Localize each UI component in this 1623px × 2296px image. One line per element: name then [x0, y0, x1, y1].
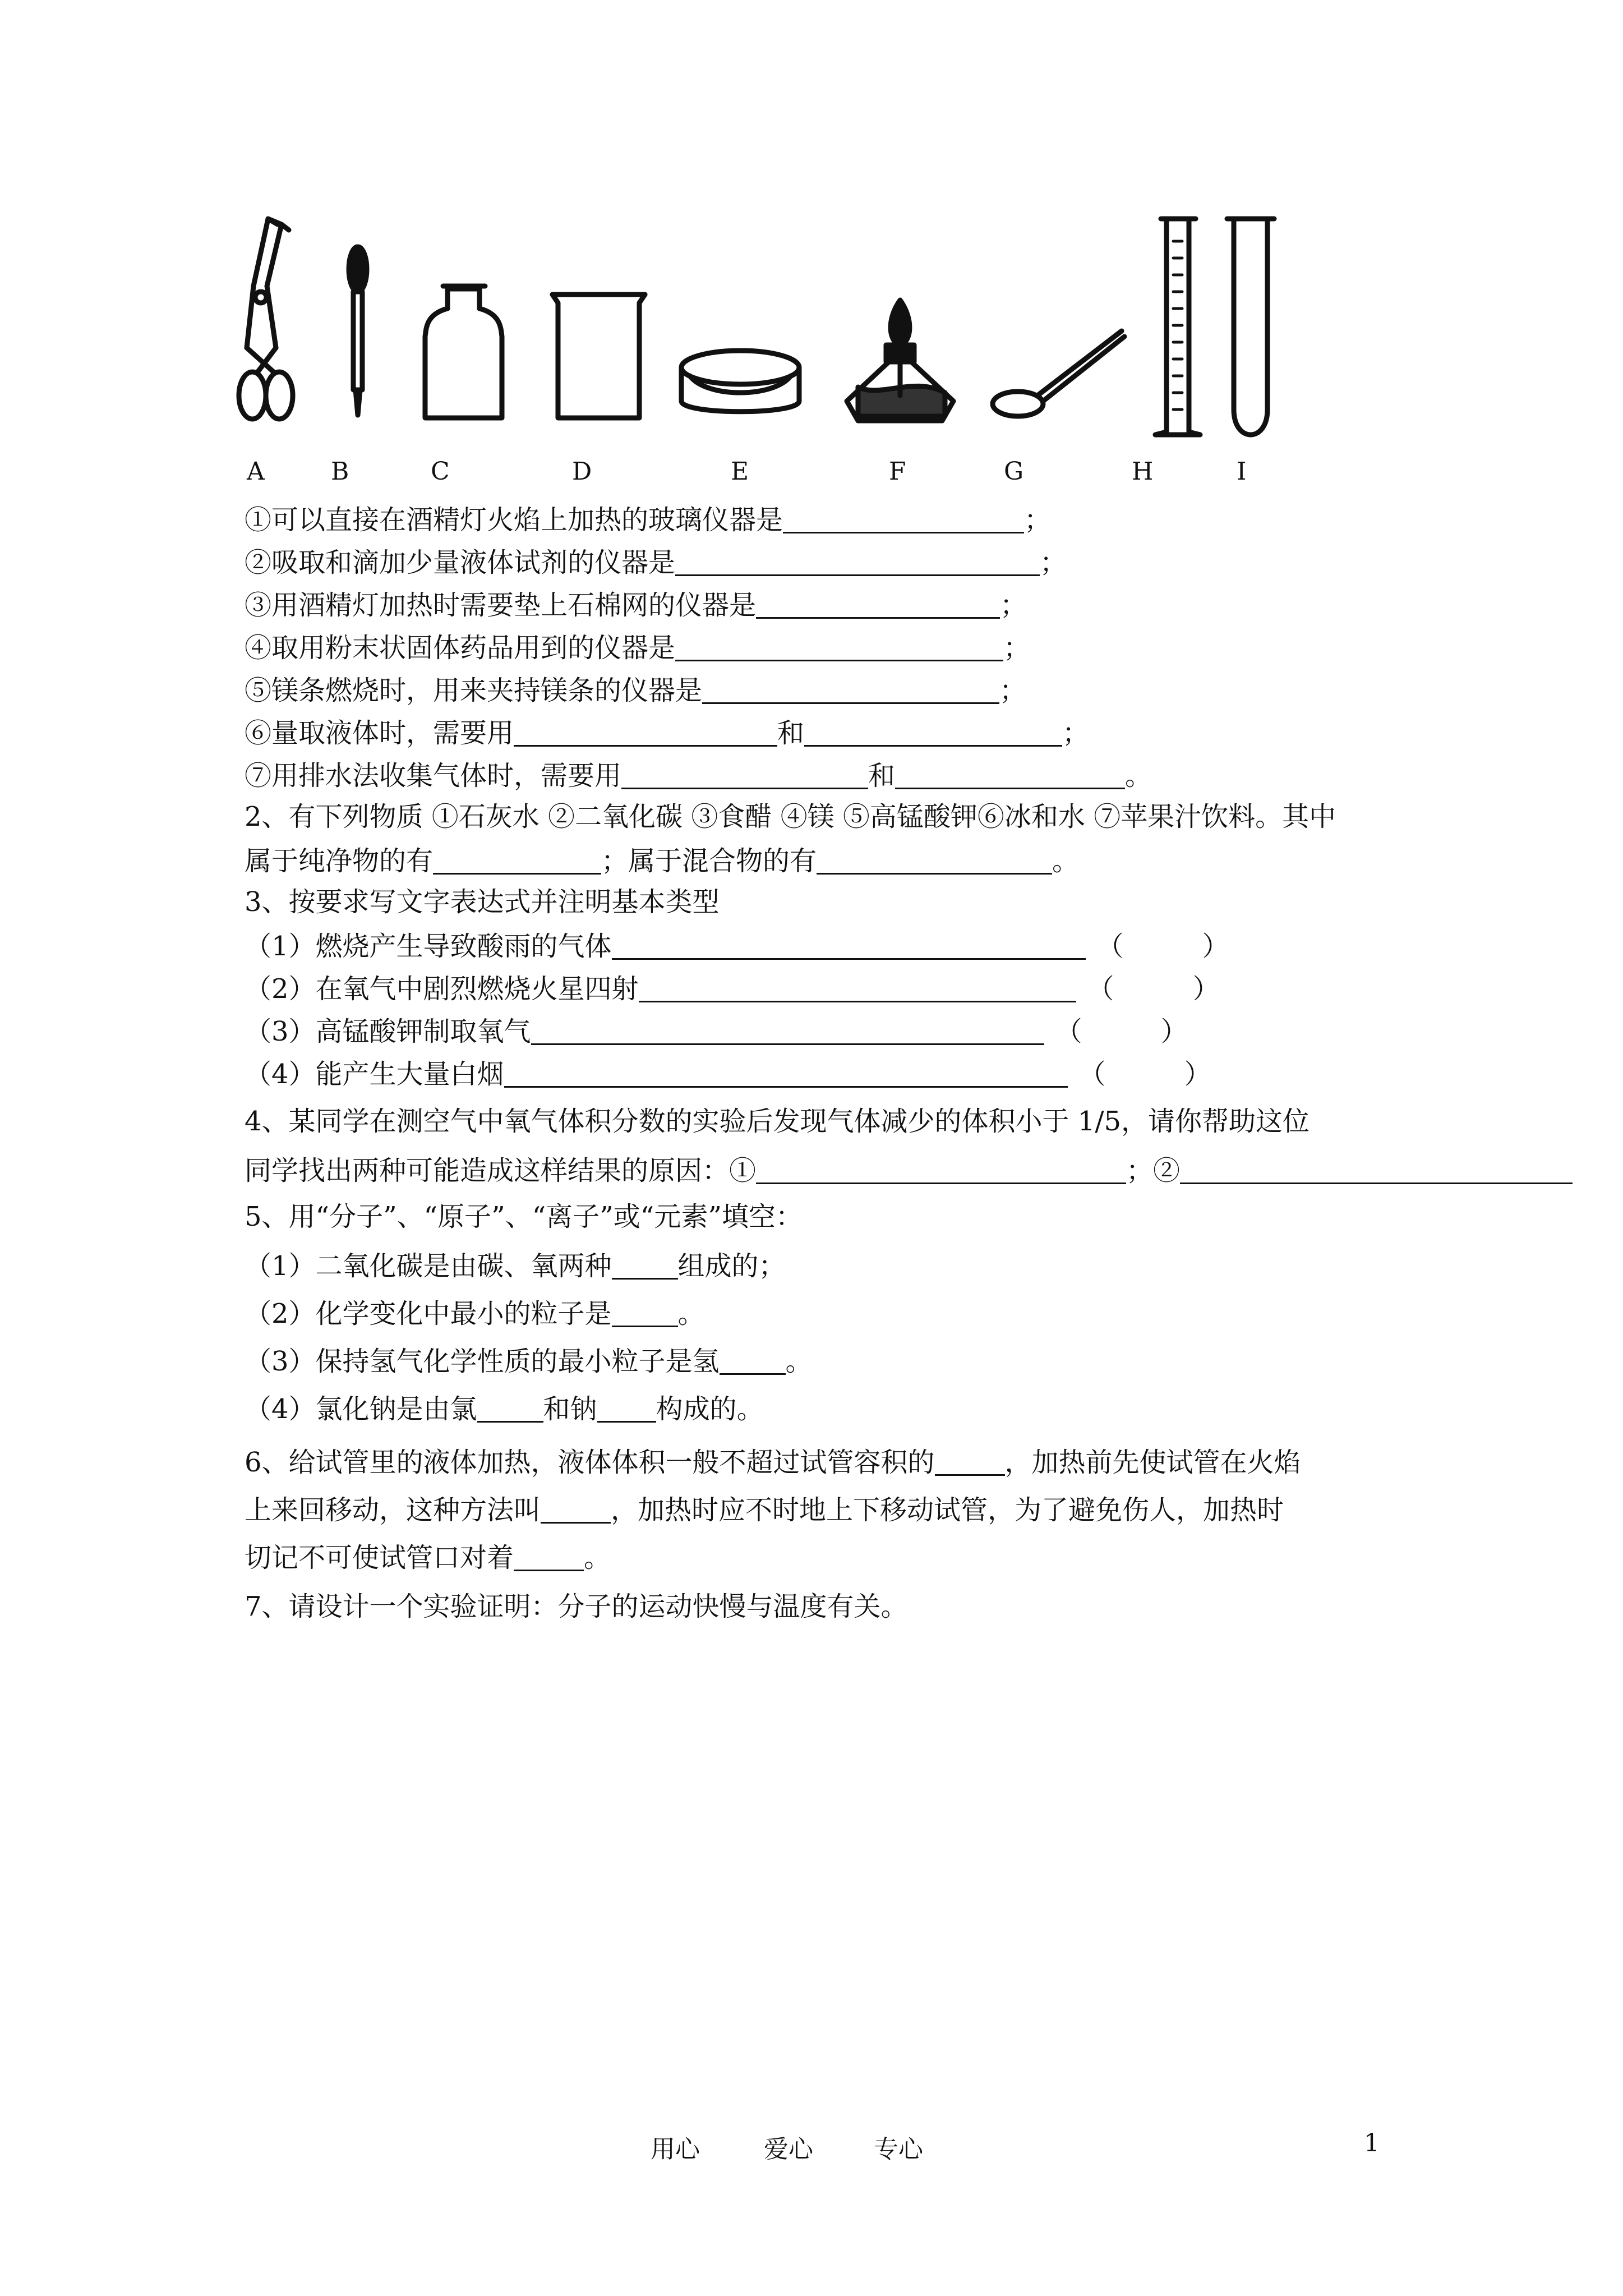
answer-blank[interactable]: [639, 974, 1076, 1002]
q2-line-1: 2、有下列物质 ①石灰水 ②二氧化碳 ③食醋 ④镁 ⑤高锰酸钾⑥冰和水 ⑦苹果汁饮料。其中: [245, 801, 1336, 832]
apparatus-label: D: [572, 457, 592, 486]
q1-item-6: ⑥量取液体时，需要用 和 ；: [245, 717, 1090, 749]
q1-item-1: ①可以直接在酒精灯火焰上加热的玻璃仪器是 ；: [245, 504, 1052, 536]
answer-blank[interactable]: [514, 718, 777, 747]
q3-item-2: （2）在氧气中剧烈燃烧火星四射 （ ）: [245, 973, 1220, 1005]
answer-blank[interactable]: [702, 675, 999, 704]
q6-line-1: 6、给试管里的液体加热，液体体积一般不超过试管容积的 ，加热前先使试管在火焰: [245, 1447, 1301, 1478]
q1-item-7: ⑦用排水法收集气体时，需要用 和 。: [245, 760, 1152, 792]
evaporating-dish-icon: [681, 351, 799, 412]
apparatus-label: C: [431, 457, 450, 486]
answer-blank[interactable]: [612, 931, 1086, 960]
alcohol-lamp-icon: [847, 300, 953, 421]
apparatus-label: F: [889, 457, 906, 486]
apparatus-label: A: [247, 457, 265, 486]
q6-line-2: 上来回移动，这种方法叫 ，加热时应不时地上下移动试管，为了避免伤人，加热时: [245, 1494, 1284, 1526]
graduated-cylinder-icon: [1155, 219, 1200, 435]
q3-item-3: （3）高锰酸钾制取氧气 （ ）: [245, 1016, 1188, 1047]
q6-line-3: 切记不可使试管口对着 。: [245, 1542, 611, 1573]
beaker-icon: [552, 295, 645, 418]
answer-blank[interactable]: [756, 1156, 1126, 1184]
answer-blank[interactable]: [895, 761, 1125, 789]
apparatus-label: I: [1237, 457, 1247, 486]
crucible-tongs-icon: [239, 219, 293, 419]
apparatus-label: G: [1004, 457, 1024, 486]
q3-title: 3、按要求写文字表达式并注明基本类型: [245, 886, 720, 918]
q1-item-5: ⑤镁条燃烧时，用来夹持镁条的仪器是 ；: [245, 675, 1027, 706]
answer-blank[interactable]: [783, 505, 1024, 533]
q3-item-1: （1）燃烧产生导致酸雨的气体 （ ）: [245, 931, 1229, 962]
test-tube-icon: [1227, 219, 1274, 435]
dropper-icon: [349, 247, 367, 415]
q5-item-3: （3）保持氢气化学性质的最小粒子是氢 。: [245, 1346, 813, 1377]
footer-slogan-1: 用心: [651, 2135, 700, 2164]
apparatus-letters: [0, 457, 1623, 491]
apparatus-label: B: [331, 457, 349, 486]
answer-blank[interactable]: [804, 718, 1062, 747]
apparatus-label: H: [1132, 457, 1154, 486]
q5-item-2: （2）化学变化中最小的粒子是 。: [245, 1298, 705, 1329]
q4-line-2: 同学找出两种可能造成这样结果的原因：① ；②: [245, 1156, 1573, 1184]
q1-item-3: ③用酒精灯加热时需要垫上石棉网的仪器是 ；: [245, 590, 1027, 621]
answer-blank[interactable]: [433, 846, 601, 875]
q5-item-4: （4）氯化钠是由氯 和钠 构成的。: [245, 1393, 764, 1425]
answer-blank[interactable]: [477, 1394, 543, 1423]
answer-blank[interactable]: [504, 1059, 1068, 1088]
q5-title: 5、用“分子”、“原子”、“离子”或“元素”填空：: [245, 1201, 803, 1232]
answer-blank[interactable]: [720, 1346, 786, 1375]
medicine-spoon-icon: [993, 331, 1124, 416]
q1-item-4: ④取用粉末状固体药品用到的仪器是 ；: [245, 632, 1031, 664]
answer-blank[interactable]: [1180, 1156, 1573, 1184]
lab-apparatus-illustration: [236, 208, 1301, 443]
apparatus-label: E: [731, 457, 749, 486]
q5-item-1: （1）二氧化碳是由碳、氧两种 组成的；: [245, 1250, 786, 1282]
q4-line-1: 4、某同学在测空气中氧气体积分数的实验后发现气体减少的体积小于 1/5，请你帮助这位: [245, 1106, 1310, 1137]
q1-item-2: ②吸取和滴加少量液体试剂的仪器是 ；: [245, 547, 1067, 578]
answer-blank[interactable]: [817, 846, 1052, 875]
page-number: 1: [1364, 2129, 1380, 2157]
answer-blank[interactable]: [514, 1543, 584, 1571]
answer-blank[interactable]: [621, 761, 868, 789]
q7-prompt: 7、请设计一个实验证明：分子的运动快慢与温度有关。: [245, 1591, 908, 1622]
answer-blank[interactable]: [612, 1251, 678, 1280]
answer-blank[interactable]: [597, 1394, 656, 1423]
answer-blank[interactable]: [935, 1447, 1005, 1476]
answer-blank[interactable]: [675, 633, 1003, 661]
answer-blank[interactable]: [541, 1495, 611, 1524]
footer-slogan-3: 专心: [874, 2135, 923, 2164]
answer-blank[interactable]: [756, 590, 1000, 619]
answer-blank[interactable]: [612, 1299, 678, 1327]
answer-blank[interactable]: [531, 1016, 1044, 1045]
reagent-bottle-icon: [425, 286, 502, 418]
q3-item-4: （4）能产生大量白烟 （ ）: [245, 1059, 1211, 1090]
answer-blank[interactable]: [675, 547, 1040, 576]
footer-slogan-2: 爱心: [764, 2135, 813, 2164]
q2-line-2: 属于纯净物的有 ；属于混合物的有 。: [245, 845, 1080, 877]
